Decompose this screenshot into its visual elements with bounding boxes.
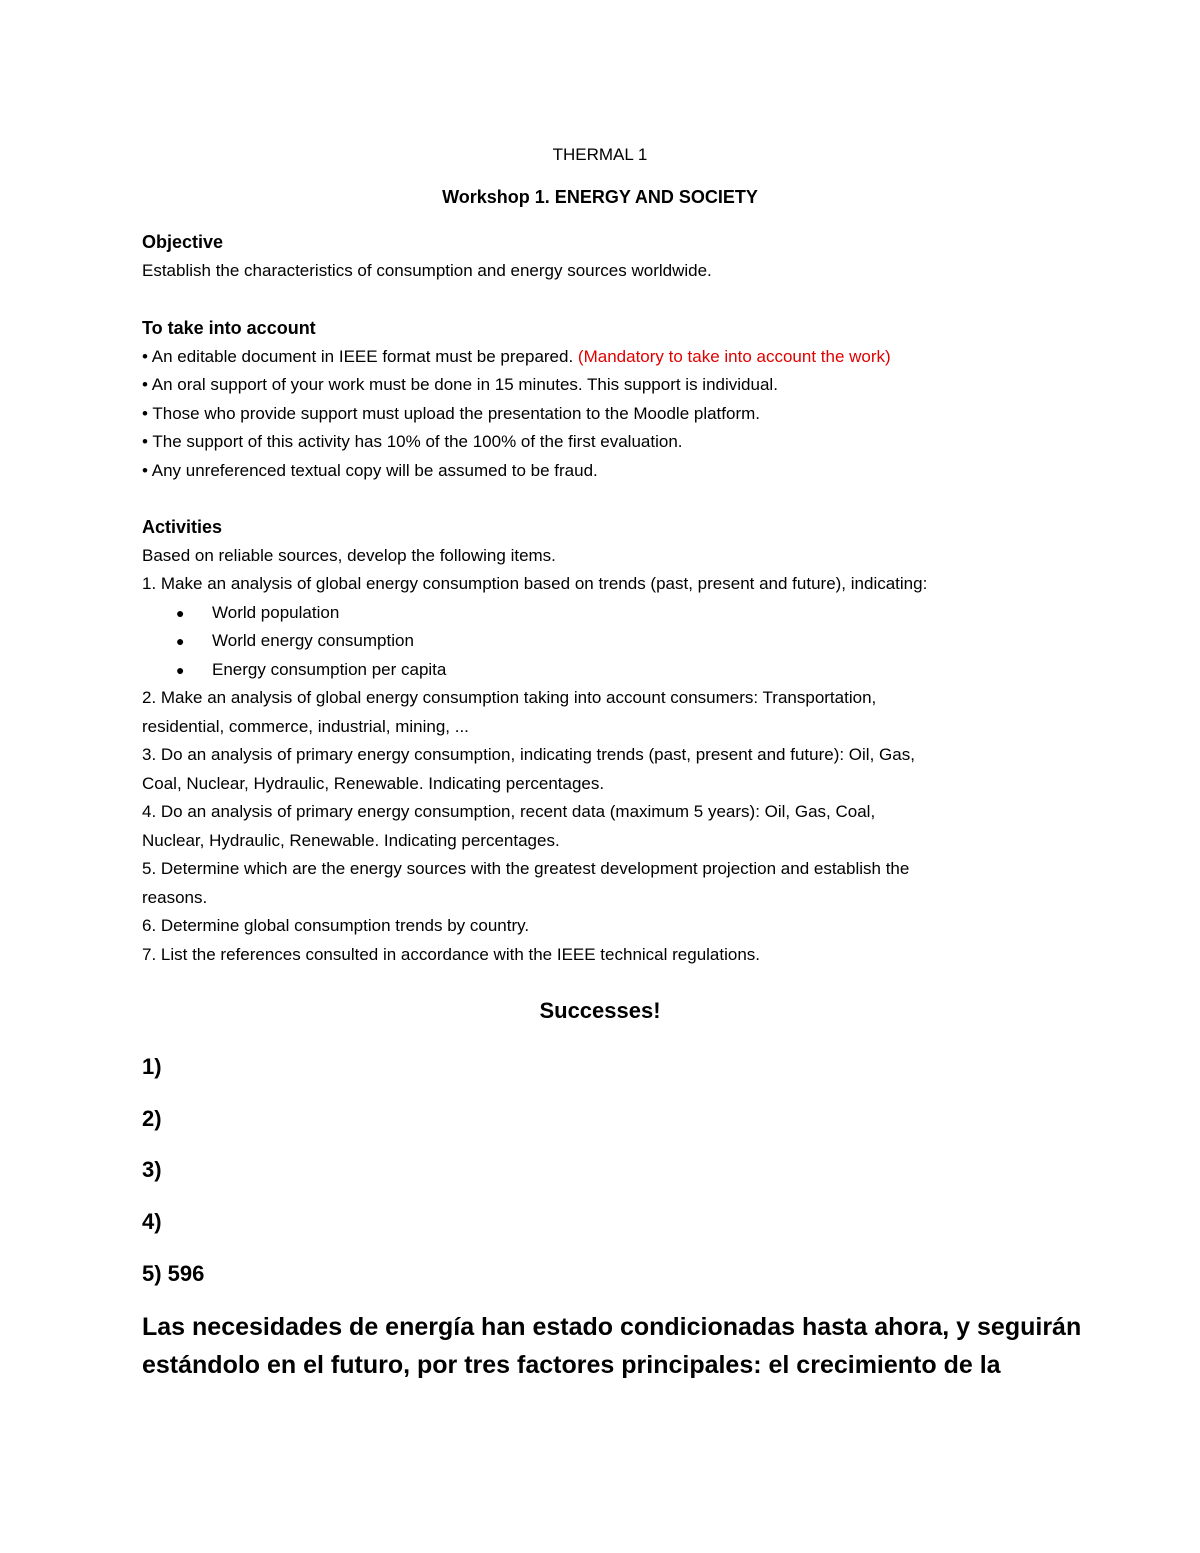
workshop-title: Workshop 1. ENERGY AND SOCIETY xyxy=(442,187,758,207)
activity-item: 6. Determine global consumption trends by country. xyxy=(142,916,530,935)
course-title: THERMAL 1 xyxy=(552,145,648,164)
account-item-text: • An editable document in IEEE format must be prepared. xyxy=(142,346,578,366)
objective-section xyxy=(142,228,1102,285)
account-item: • Any unreferenced textual copy will be assumed to be fraud. xyxy=(142,460,598,480)
activity-item: 3. Do an analysis of primary energy consumption, indicating trends (past, present and future): Oil, Gas, xyxy=(142,745,915,764)
activity-item-cont: Nuclear, Hydraulic, Renewable. Indicating percentages. xyxy=(142,830,560,850)
activity-item-cont: Coal, Nuclear, Hydraulic, Renewable. Indicating percentages. xyxy=(142,773,605,793)
account-item: • The support of this activity has 10% of the 100% of the first evaluation. xyxy=(142,432,683,451)
activity-item: 4. Do an analysis of primary energy consumption, recent data (maximum 5 years): Oil, Gas, Coal, xyxy=(142,802,876,821)
mandatory-note: (Mandatory to take into account the work) xyxy=(577,346,891,366)
bullet-icon: ● xyxy=(176,633,185,649)
sub-item-label: Energy consumption per capita xyxy=(212,659,447,679)
objective-text: Establish the characteristics of consumption and energy sources worldwide. xyxy=(142,260,712,280)
account-item: • An oral support of your work must be done in 15 minutes. This support is individual. xyxy=(142,375,778,394)
answer-label: 4) xyxy=(142,1209,162,1234)
answer-label: 3) xyxy=(142,1157,162,1182)
activity-item: 2. Make an analysis of global energy consumption taking into account consumers: Transportation, xyxy=(142,688,877,707)
activities-section xyxy=(142,513,1102,969)
spanish-line: Las necesidades de energía han estado condicionadas hasta ahora, y seguirán xyxy=(142,1313,1082,1341)
sub-item xyxy=(142,656,1102,685)
answer-label: 2) xyxy=(142,1106,162,1131)
account-heading: To take into account xyxy=(142,318,316,338)
spanish-line: estándolo en el futuro, por tres factores principales: el crecimiento de la xyxy=(142,1351,1001,1379)
activities-intro: Based on reliable sources, develop the following items. xyxy=(142,545,556,565)
account-item: • Those who provide support must upload the presentation to the Moodle platform. xyxy=(142,403,761,423)
account-section xyxy=(142,314,1102,485)
activity-item: 1. Make an analysis of global energy consumption based on trends (past, present and future), indicating: xyxy=(142,574,928,593)
activity-item: 5. Determine which are the energy sources with the greatest development projection and establish the xyxy=(142,859,910,878)
answer-label: 1) xyxy=(142,1054,162,1079)
sub-item-label: World population xyxy=(212,602,340,622)
sub-item xyxy=(142,599,1102,628)
activity-item: 7. List the references consulted in accordance with the IEEE technical regulations. xyxy=(142,944,761,964)
account-item xyxy=(142,343,1102,372)
answer-label: 5) 596 xyxy=(142,1261,205,1286)
bullet-icon: ● xyxy=(176,661,185,678)
activity-item-cont: reasons. xyxy=(142,887,208,907)
successes-heading: Successes! xyxy=(539,998,661,1023)
activity-item-cont: residential, commerce, industrial, mining, ... xyxy=(142,716,469,736)
sub-item xyxy=(142,627,1102,656)
bullet-icon: ● xyxy=(176,604,185,621)
spanish-paragraph xyxy=(142,1308,1122,1384)
objective-heading: Objective xyxy=(142,232,224,252)
sub-item-label: World energy consumption xyxy=(212,631,414,650)
activities-heading: Activities xyxy=(142,517,223,537)
